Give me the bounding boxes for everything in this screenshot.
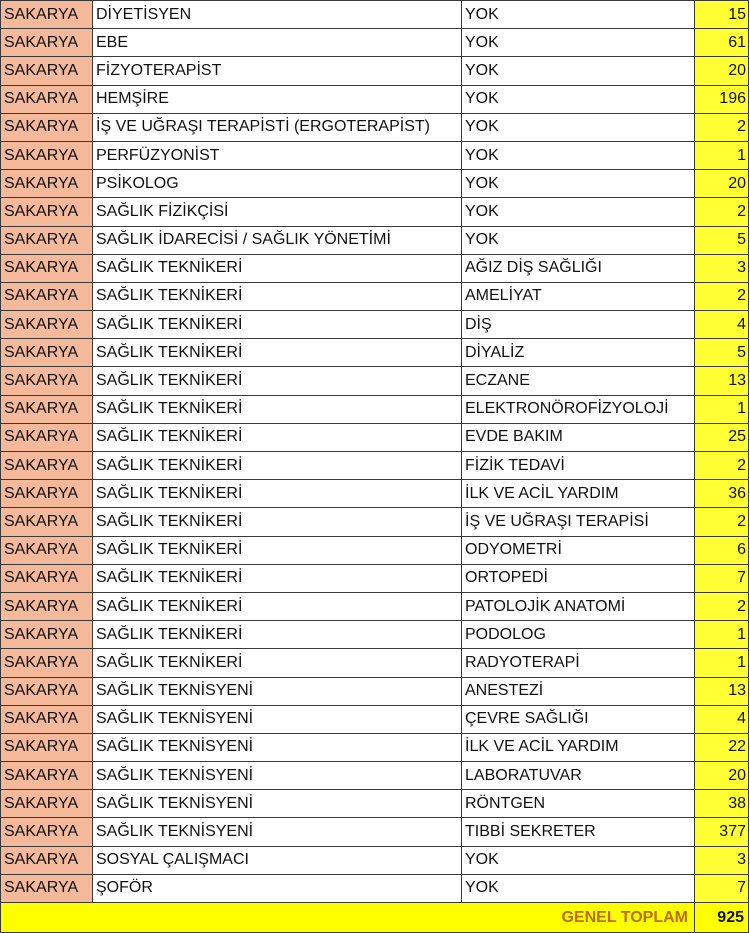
table-row xyxy=(1,282,749,310)
branch-cell[interactable]: YOK xyxy=(462,113,695,141)
title-cell[interactable]: PSİKOLOG xyxy=(93,170,462,198)
title-cell[interactable]: SAĞLIK TEKNİKERİ xyxy=(93,423,462,451)
title-cell[interactable]: SAĞLIK TEKNİSYENİ xyxy=(93,733,462,761)
table-row xyxy=(1,733,749,761)
title-cell[interactable]: SAĞLIK TEKNİKERİ xyxy=(93,452,462,480)
city-cell[interactable]: SAKARYA xyxy=(1,705,93,733)
city-cell[interactable]: SAKARYA xyxy=(1,621,93,649)
branch-cell[interactable]: ECZANE xyxy=(462,367,695,395)
branch-cell[interactable]: RADYOTERAPİ xyxy=(462,649,695,677)
count-cell[interactable]: 2 xyxy=(695,282,749,310)
total-value: 925 xyxy=(695,903,749,933)
table-row xyxy=(1,649,749,677)
count-cell[interactable]: 2 xyxy=(695,508,749,536)
city-cell[interactable]: SAKARYA xyxy=(1,452,93,480)
city-cell[interactable]: SAKARYA xyxy=(1,762,93,790)
branch-cell[interactable]: YOK xyxy=(462,85,695,113)
city-cell[interactable]: SAKARYA xyxy=(1,29,93,57)
city-cell[interactable]: SAKARYA xyxy=(1,170,93,198)
title-cell[interactable]: SAĞLIK TEKNİSYENİ xyxy=(93,790,462,818)
branch-cell[interactable]: ODYOMETRİ xyxy=(462,536,695,564)
table-body xyxy=(1,1,749,903)
city-cell[interactable]: SAKARYA xyxy=(1,113,93,141)
city-cell[interactable]: SAKARYA xyxy=(1,874,93,902)
count-cell[interactable]: 15 xyxy=(695,1,749,29)
table-row xyxy=(1,57,749,85)
branch-cell[interactable]: PATOLOJİK ANATOMİ xyxy=(462,592,695,620)
count-cell[interactable]: 20 xyxy=(695,762,749,790)
title-cell[interactable]: SAĞLIK İDARECİSİ / SAĞLIK YÖNETİMİ xyxy=(93,226,462,254)
city-cell[interactable]: SAKARYA xyxy=(1,282,93,310)
branch-cell[interactable]: YOK xyxy=(462,141,695,169)
count-cell[interactable]: 6 xyxy=(695,536,749,564)
count-cell[interactable]: 1 xyxy=(695,621,749,649)
count-cell[interactable]: 2 xyxy=(695,592,749,620)
table-row xyxy=(1,85,749,113)
city-cell[interactable]: SAKARYA xyxy=(1,846,93,874)
city-cell[interactable]: SAKARYA xyxy=(1,733,93,761)
title-cell[interactable]: SAĞLIK TEKNİKERİ xyxy=(93,395,462,423)
count-cell[interactable]: 61 xyxy=(695,29,749,57)
city-cell[interactable]: SAKARYA xyxy=(1,677,93,705)
city-cell[interactable]: SAKARYA xyxy=(1,367,93,395)
count-cell[interactable]: 2 xyxy=(695,113,749,141)
count-cell[interactable]: 4 xyxy=(695,705,749,733)
title-cell[interactable]: SOSYAL ÇALIŞMACI xyxy=(93,846,462,874)
branch-cell[interactable]: YOK xyxy=(462,170,695,198)
count-cell[interactable]: 2 xyxy=(695,452,749,480)
branch-cell[interactable]: DİYALİZ xyxy=(462,339,695,367)
city-cell[interactable]: SAKARYA xyxy=(1,536,93,564)
table-row xyxy=(1,1,749,29)
title-cell[interactable]: SAĞLIK TEKNİKERİ xyxy=(93,282,462,310)
count-cell[interactable]: 1 xyxy=(695,395,749,423)
branch-cell[interactable]: RÖNTGEN xyxy=(462,790,695,818)
table-row xyxy=(1,818,749,846)
table-row xyxy=(1,762,749,790)
table-row xyxy=(1,452,749,480)
title-cell[interactable]: SAĞLIK FİZİKÇİSİ xyxy=(93,198,462,226)
branch-cell[interactable]: YOK xyxy=(462,57,695,85)
count-cell[interactable]: 377 xyxy=(695,818,749,846)
city-cell[interactable]: SAKARYA xyxy=(1,226,93,254)
branch-cell[interactable]: İLK VE ACİL YARDIM xyxy=(462,480,695,508)
count-cell[interactable]: 20 xyxy=(695,170,749,198)
table-row xyxy=(1,846,749,874)
city-cell[interactable]: SAKARYA xyxy=(1,818,93,846)
title-cell[interactable]: SAĞLIK TEKNİKERİ xyxy=(93,649,462,677)
count-cell[interactable]: 22 xyxy=(695,733,749,761)
table-row xyxy=(1,29,749,57)
table-row xyxy=(1,254,749,282)
branch-cell[interactable]: EVDE BAKIM xyxy=(462,423,695,451)
branch-cell[interactable]: YOK xyxy=(462,226,695,254)
table-row xyxy=(1,508,749,536)
branch-cell[interactable]: YOK xyxy=(462,1,695,29)
branch-cell[interactable]: AMELİYAT xyxy=(462,282,695,310)
branch-cell[interactable]: İLK VE ACİL YARDIM xyxy=(462,733,695,761)
title-cell[interactable]: SAĞLIK TEKNİKERİ xyxy=(93,536,462,564)
count-cell[interactable]: 196 xyxy=(695,85,749,113)
branch-cell[interactable]: ORTOPEDİ xyxy=(462,564,695,592)
city-cell[interactable]: SAKARYA xyxy=(1,395,93,423)
table-row xyxy=(1,705,749,733)
branch-cell[interactable]: ANESTEZİ xyxy=(462,677,695,705)
count-cell[interactable]: 13 xyxy=(695,677,749,705)
count-cell[interactable]: 3 xyxy=(695,846,749,874)
branch-cell[interactable]: ELEKTRONÖROFİZYOLOJİ xyxy=(462,395,695,423)
table-row xyxy=(1,141,749,169)
total-label: GENEL TOPLAM xyxy=(1,903,695,933)
city-cell[interactable]: SAKARYA xyxy=(1,480,93,508)
branch-cell[interactable]: LABORATUVAR xyxy=(462,762,695,790)
title-cell[interactable]: SAĞLIK TEKNİKERİ xyxy=(93,254,462,282)
count-cell[interactable]: 5 xyxy=(695,339,749,367)
title-cell[interactable]: EBE xyxy=(93,29,462,57)
title-cell[interactable]: SAĞLIK TEKNİKERİ xyxy=(93,564,462,592)
count-cell[interactable]: 2 xyxy=(695,198,749,226)
table-row xyxy=(1,198,749,226)
count-cell[interactable]: 13 xyxy=(695,367,749,395)
branch-cell[interactable]: YOK xyxy=(462,29,695,57)
title-cell[interactable]: FİZYOTERAPİST xyxy=(93,57,462,85)
branch-cell[interactable]: TIBBİ SEKRETER xyxy=(462,818,695,846)
branch-cell[interactable]: FİZİK TEDAVİ xyxy=(462,452,695,480)
city-cell[interactable]: SAKARYA xyxy=(1,649,93,677)
branch-cell[interactable]: DİŞ xyxy=(462,311,695,339)
table-row xyxy=(1,395,749,423)
branch-cell[interactable]: YOK xyxy=(462,198,695,226)
city-cell[interactable]: SAKARYA xyxy=(1,85,93,113)
table-row xyxy=(1,874,749,902)
title-cell[interactable]: SAĞLIK TEKNİSYENİ xyxy=(93,762,462,790)
table-row xyxy=(1,170,749,198)
title-cell[interactable]: SAĞLIK TEKNİKERİ xyxy=(93,367,462,395)
title-cell[interactable]: SAĞLIK TEKNİKERİ xyxy=(93,480,462,508)
table-row xyxy=(1,311,749,339)
count-cell[interactable]: 7 xyxy=(695,564,749,592)
title-cell[interactable]: SAĞLIK TEKNİSYENİ xyxy=(93,705,462,733)
city-cell[interactable]: SAKARYA xyxy=(1,423,93,451)
city-cell[interactable]: SAKARYA xyxy=(1,1,93,29)
city-cell[interactable]: SAKARYA xyxy=(1,198,93,226)
table-row xyxy=(1,790,749,818)
title-cell[interactable]: DİYETİSYEN xyxy=(93,1,462,29)
title-cell[interactable]: SAĞLIK TEKNİKERİ xyxy=(93,592,462,620)
table-row xyxy=(1,536,749,564)
title-cell[interactable]: SAĞLIK TEKNİKERİ xyxy=(93,311,462,339)
title-cell[interactable]: SAĞLIK TEKNİKERİ xyxy=(93,508,462,536)
city-cell[interactable]: SAKARYA xyxy=(1,564,93,592)
title-cell[interactable]: SAĞLIK TEKNİSYENİ xyxy=(93,818,462,846)
title-cell[interactable]: SAĞLIK TEKNİKERİ xyxy=(93,339,462,367)
count-cell[interactable]: 5 xyxy=(695,226,749,254)
count-cell[interactable]: 1 xyxy=(695,649,749,677)
table-row xyxy=(1,226,749,254)
count-cell[interactable]: 36 xyxy=(695,480,749,508)
table-row xyxy=(1,367,749,395)
city-cell[interactable]: SAKARYA xyxy=(1,592,93,620)
city-cell[interactable]: SAKARYA xyxy=(1,790,93,818)
branch-cell[interactable]: İŞ VE UĞRAŞI TERAPİSİ xyxy=(462,508,695,536)
title-cell[interactable]: ŞOFÖR xyxy=(93,874,462,902)
table-row xyxy=(1,592,749,620)
table-row xyxy=(1,423,749,451)
branch-cell[interactable]: AĞIZ DİŞ SAĞLIĞI xyxy=(462,254,695,282)
title-cell[interactable]: İŞ VE UĞRAŞI TERAPİSTİ (ERGOTERAPİST) xyxy=(93,113,462,141)
total-row xyxy=(1,903,749,933)
city-cell[interactable]: SAKARYA xyxy=(1,508,93,536)
table-row xyxy=(1,564,749,592)
count-cell[interactable]: 1 xyxy=(695,141,749,169)
branch-cell[interactable]: YOK xyxy=(462,846,695,874)
table-row xyxy=(1,480,749,508)
title-cell[interactable]: HEMŞİRE xyxy=(93,85,462,113)
count-cell[interactable]: 7 xyxy=(695,874,749,902)
title-cell[interactable]: SAĞLIK TEKNİKERİ xyxy=(93,621,462,649)
table-row xyxy=(1,113,749,141)
count-cell[interactable]: 25 xyxy=(695,423,749,451)
table-row xyxy=(1,339,749,367)
branch-cell[interactable]: ÇEVRE SAĞLIĞI xyxy=(462,705,695,733)
title-cell[interactable]: PERFÜZYONİST xyxy=(93,141,462,169)
city-cell[interactable]: SAKARYA xyxy=(1,254,93,282)
count-cell[interactable]: 20 xyxy=(695,57,749,85)
branch-cell[interactable]: PODOLOG xyxy=(462,621,695,649)
branch-cell[interactable]: YOK xyxy=(462,874,695,902)
city-cell[interactable]: SAKARYA xyxy=(1,57,93,85)
city-cell[interactable]: SAKARYA xyxy=(1,311,93,339)
table-row xyxy=(1,621,749,649)
count-cell[interactable]: 3 xyxy=(695,254,749,282)
count-cell[interactable]: 4 xyxy=(695,311,749,339)
city-cell[interactable]: SAKARYA xyxy=(1,141,93,169)
title-cell[interactable]: SAĞLIK TEKNİSYENİ xyxy=(93,677,462,705)
city-cell[interactable]: SAKARYA xyxy=(1,339,93,367)
count-cell[interactable]: 38 xyxy=(695,790,749,818)
table-row xyxy=(1,677,749,705)
